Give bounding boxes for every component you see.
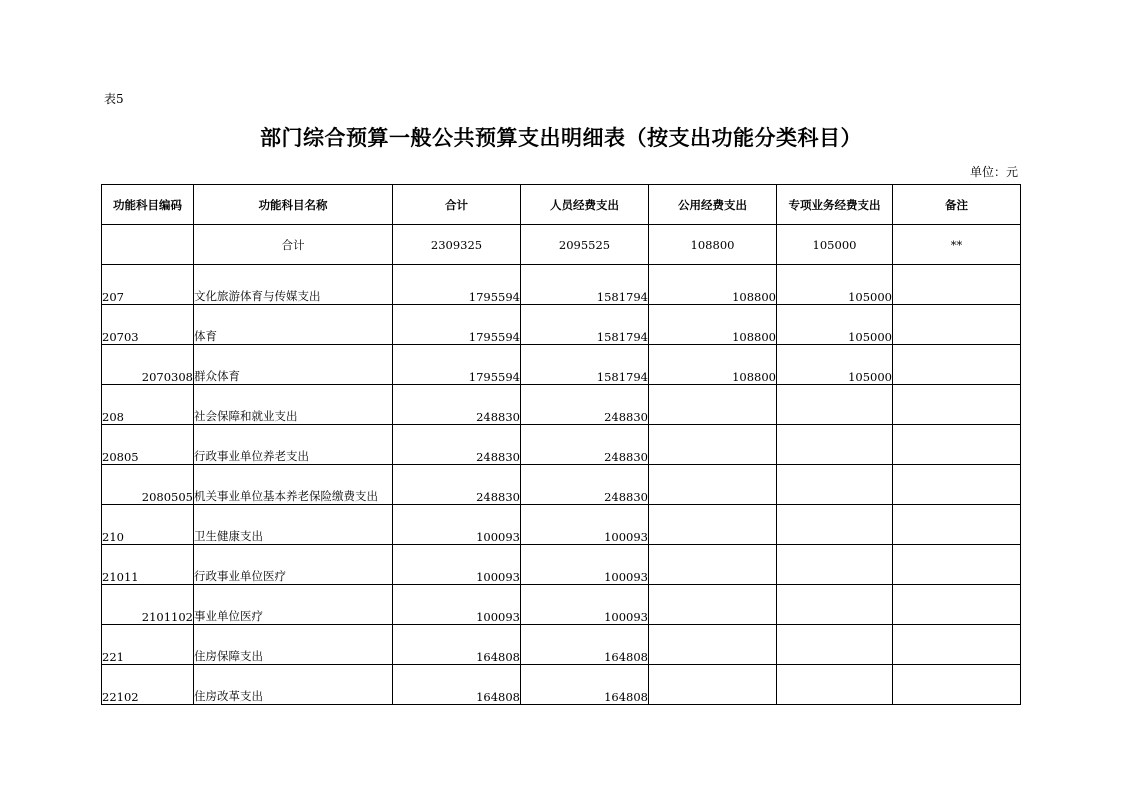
row-name: 体育 bbox=[194, 305, 393, 345]
row-code: 2070308 bbox=[102, 345, 194, 385]
row-total: 100093 bbox=[393, 545, 521, 585]
table-row bbox=[102, 425, 1021, 465]
table-header-row bbox=[102, 185, 1021, 225]
row-code: 2101102 bbox=[102, 585, 194, 625]
summary-total: 2309325 bbox=[393, 225, 521, 265]
row-name: 事业单位医疗 bbox=[194, 585, 393, 625]
table-row bbox=[102, 585, 1021, 625]
header-public: 公用经费支出 bbox=[649, 185, 777, 225]
table-row bbox=[102, 265, 1021, 305]
summary-special: 105000 bbox=[777, 225, 893, 265]
row-total: 164808 bbox=[393, 625, 521, 665]
row-code: 221 bbox=[102, 625, 194, 665]
row-code: 2080505 bbox=[102, 465, 194, 505]
row-code: 22102 bbox=[102, 665, 194, 705]
table-row bbox=[102, 665, 1021, 705]
row-name: 机关事业单位基本养老保险缴费支出 bbox=[194, 465, 393, 505]
header-special: 专项业务经费支出 bbox=[777, 185, 893, 225]
row-personnel: 100093 bbox=[521, 545, 649, 585]
header-personnel: 人员经费支出 bbox=[521, 185, 649, 225]
table-row bbox=[102, 625, 1021, 665]
page-title: 部门综合预算一般公共预算支出明细表（按支出功能分类科目） bbox=[260, 126, 862, 150]
row-name: 行政事业单位医疗 bbox=[194, 545, 393, 585]
table-row bbox=[102, 385, 1021, 425]
table-row bbox=[102, 505, 1021, 545]
row-special bbox=[777, 465, 893, 505]
header-remark: 备注 bbox=[893, 185, 1021, 225]
row-public bbox=[649, 545, 777, 585]
row-name: 住房保障支出 bbox=[194, 625, 393, 665]
row-special bbox=[777, 665, 893, 705]
row-remark bbox=[893, 465, 1021, 505]
row-total: 248830 bbox=[393, 425, 521, 465]
summary-code bbox=[102, 225, 194, 265]
row-remark bbox=[893, 425, 1021, 465]
row-remark bbox=[893, 345, 1021, 385]
summary-remark: ** bbox=[893, 225, 1021, 265]
row-public bbox=[649, 505, 777, 545]
summary-personnel: 2095525 bbox=[521, 225, 649, 265]
row-public: 108800 bbox=[649, 305, 777, 345]
row-name: 文化旅游体育与传媒支出 bbox=[194, 265, 393, 305]
row-public bbox=[649, 425, 777, 465]
row-name: 群众体育 bbox=[194, 345, 393, 385]
row-special bbox=[777, 585, 893, 625]
row-total: 1795594 bbox=[393, 345, 521, 385]
row-code: 20703 bbox=[102, 305, 194, 345]
row-remark bbox=[893, 665, 1021, 705]
row-special bbox=[777, 385, 893, 425]
row-public bbox=[649, 385, 777, 425]
row-name: 行政事业单位养老支出 bbox=[194, 425, 393, 465]
row-personnel: 1581794 bbox=[521, 345, 649, 385]
row-remark bbox=[893, 545, 1021, 585]
row-name: 卫生健康支出 bbox=[194, 505, 393, 545]
budget-table bbox=[101, 184, 1021, 705]
row-name: 社会保障和就业支出 bbox=[194, 385, 393, 425]
row-public bbox=[649, 625, 777, 665]
row-remark bbox=[893, 305, 1021, 345]
row-code: 20805 bbox=[102, 425, 194, 465]
row-public bbox=[649, 665, 777, 705]
row-remark bbox=[893, 385, 1021, 425]
row-personnel: 248830 bbox=[521, 425, 649, 465]
row-remark bbox=[893, 265, 1021, 305]
header-total: 合计 bbox=[393, 185, 521, 225]
summary-public: 108800 bbox=[649, 225, 777, 265]
table-row bbox=[102, 345, 1021, 385]
table-number-label: 表5 bbox=[104, 92, 124, 106]
row-personnel: 248830 bbox=[521, 465, 649, 505]
row-total: 1795594 bbox=[393, 265, 521, 305]
header-code: 功能科目编码 bbox=[102, 185, 194, 225]
row-remark bbox=[893, 625, 1021, 665]
table-row bbox=[102, 545, 1021, 585]
row-special bbox=[777, 425, 893, 465]
row-total: 164808 bbox=[393, 665, 521, 705]
summary-row bbox=[102, 225, 1021, 265]
row-personnel: 1581794 bbox=[521, 305, 649, 345]
row-special bbox=[777, 625, 893, 665]
row-public bbox=[649, 585, 777, 625]
table-row bbox=[102, 465, 1021, 505]
summary-name: 合计 bbox=[194, 225, 393, 265]
row-personnel: 164808 bbox=[521, 665, 649, 705]
row-special: 105000 bbox=[777, 265, 893, 305]
row-special bbox=[777, 505, 893, 545]
row-personnel: 248830 bbox=[521, 385, 649, 425]
row-name: 住房改革支出 bbox=[194, 665, 393, 705]
row-remark bbox=[893, 505, 1021, 545]
row-code: 208 bbox=[102, 385, 194, 425]
row-total: 248830 bbox=[393, 465, 521, 505]
row-total: 100093 bbox=[393, 585, 521, 625]
table-row bbox=[102, 305, 1021, 345]
row-personnel: 100093 bbox=[521, 505, 649, 545]
row-personnel: 164808 bbox=[521, 625, 649, 665]
row-personnel: 100093 bbox=[521, 585, 649, 625]
unit-label: 单位：元 bbox=[969, 165, 1018, 179]
row-total: 100093 bbox=[393, 505, 521, 545]
row-total: 1795594 bbox=[393, 305, 521, 345]
row-special bbox=[777, 545, 893, 585]
row-total: 248830 bbox=[393, 385, 521, 425]
row-personnel: 1581794 bbox=[521, 265, 649, 305]
row-code: 207 bbox=[102, 265, 194, 305]
row-public bbox=[649, 465, 777, 505]
row-code: 210 bbox=[102, 505, 194, 545]
row-special: 105000 bbox=[777, 345, 893, 385]
row-public: 108800 bbox=[649, 265, 777, 305]
row-code: 21011 bbox=[102, 545, 194, 585]
row-public: 108800 bbox=[649, 345, 777, 385]
row-remark bbox=[893, 585, 1021, 625]
row-special: 105000 bbox=[777, 305, 893, 345]
header-name: 功能科目名称 bbox=[194, 185, 393, 225]
